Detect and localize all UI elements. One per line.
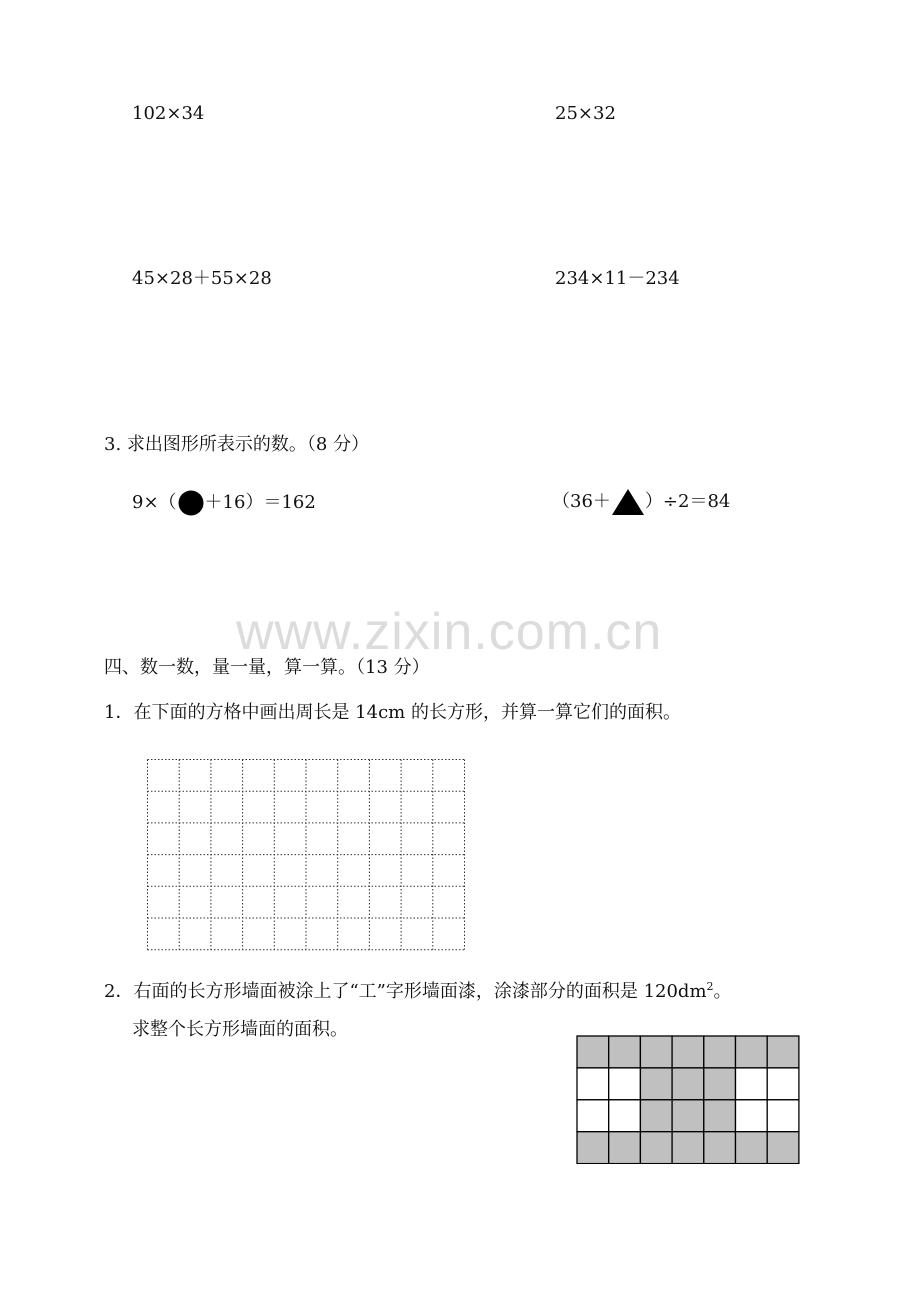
equation-triangle [552, 488, 730, 516]
equation-circle-suffix: ＋16）＝162 [204, 492, 316, 513]
equation-circle-prefix: 9×（ [132, 492, 177, 513]
calc-2: 25×32 [555, 103, 616, 124]
shaded-cell [736, 1036, 768, 1068]
blank-cell [736, 1068, 768, 1100]
blank-cell [736, 1100, 768, 1132]
shaded-cell [672, 1036, 704, 1068]
blank-cell [609, 1100, 641, 1132]
calc-1: 102×34 [132, 103, 205, 124]
question-4-2-line1 [104, 981, 732, 1001]
shaded-cell [672, 1068, 704, 1100]
blank-cell [767, 1100, 799, 1132]
shaded-cell [704, 1036, 736, 1068]
blank-cell [767, 1068, 799, 1100]
blank-cell [609, 1068, 641, 1100]
watermark: www.zixin.com.cn [236, 603, 663, 661]
question-4-1: 1．在下面的方格中画出周长是 14cm 的长方形，并算一算它们的面积。 [104, 702, 681, 723]
equation-circle [132, 488, 316, 518]
shaded-wall-grid [576, 1035, 800, 1164]
calc-4: 234×11－234 [555, 268, 680, 289]
blank-cell [577, 1068, 609, 1100]
question-4-2-line2: 求整个长方形墙面的面积。 [132, 1019, 348, 1040]
square-superscript: 2 [706, 980, 714, 993]
shaded-cell [767, 1036, 799, 1068]
blank-cell [577, 1100, 609, 1132]
shaded-cell [736, 1132, 768, 1164]
question-3-title: 3. 求出图形所表示的数。（8 分） [104, 434, 370, 455]
shaded-cell [704, 1068, 736, 1100]
equation-triangle-suffix: ）÷2＝84 [644, 491, 731, 512]
equation-triangle-prefix: （36＋ [552, 491, 611, 512]
shaded-cell [767, 1132, 799, 1164]
shaded-cell [704, 1132, 736, 1164]
shaded-cell [640, 1132, 672, 1164]
shaded-cell [672, 1100, 704, 1132]
shaded-cell [609, 1132, 641, 1164]
shaded-cell [640, 1100, 672, 1132]
shaded-cell [640, 1068, 672, 1100]
shaded-cell [577, 1036, 609, 1068]
section-4-title: 四、数一数，量一量，算一算。（13 分） [104, 657, 430, 678]
shaded-cell [672, 1132, 704, 1164]
question-4-2-end: 。 [713, 981, 732, 1002]
shaded-cell [640, 1036, 672, 1068]
dotted-grid [147, 759, 467, 952]
shaded-cell [577, 1132, 609, 1164]
question-4-2-text: 2．右面的长方形墙面被涂上了“工”字形墙面漆，涂漆部分的面积是 120dm [104, 981, 707, 1002]
calc-3: 45×28＋55×28 [132, 268, 272, 289]
filled-circle-icon [177, 488, 205, 518]
shaded-cell [609, 1036, 641, 1068]
filled-triangle-icon [611, 488, 645, 516]
shaded-cell [704, 1100, 736, 1132]
